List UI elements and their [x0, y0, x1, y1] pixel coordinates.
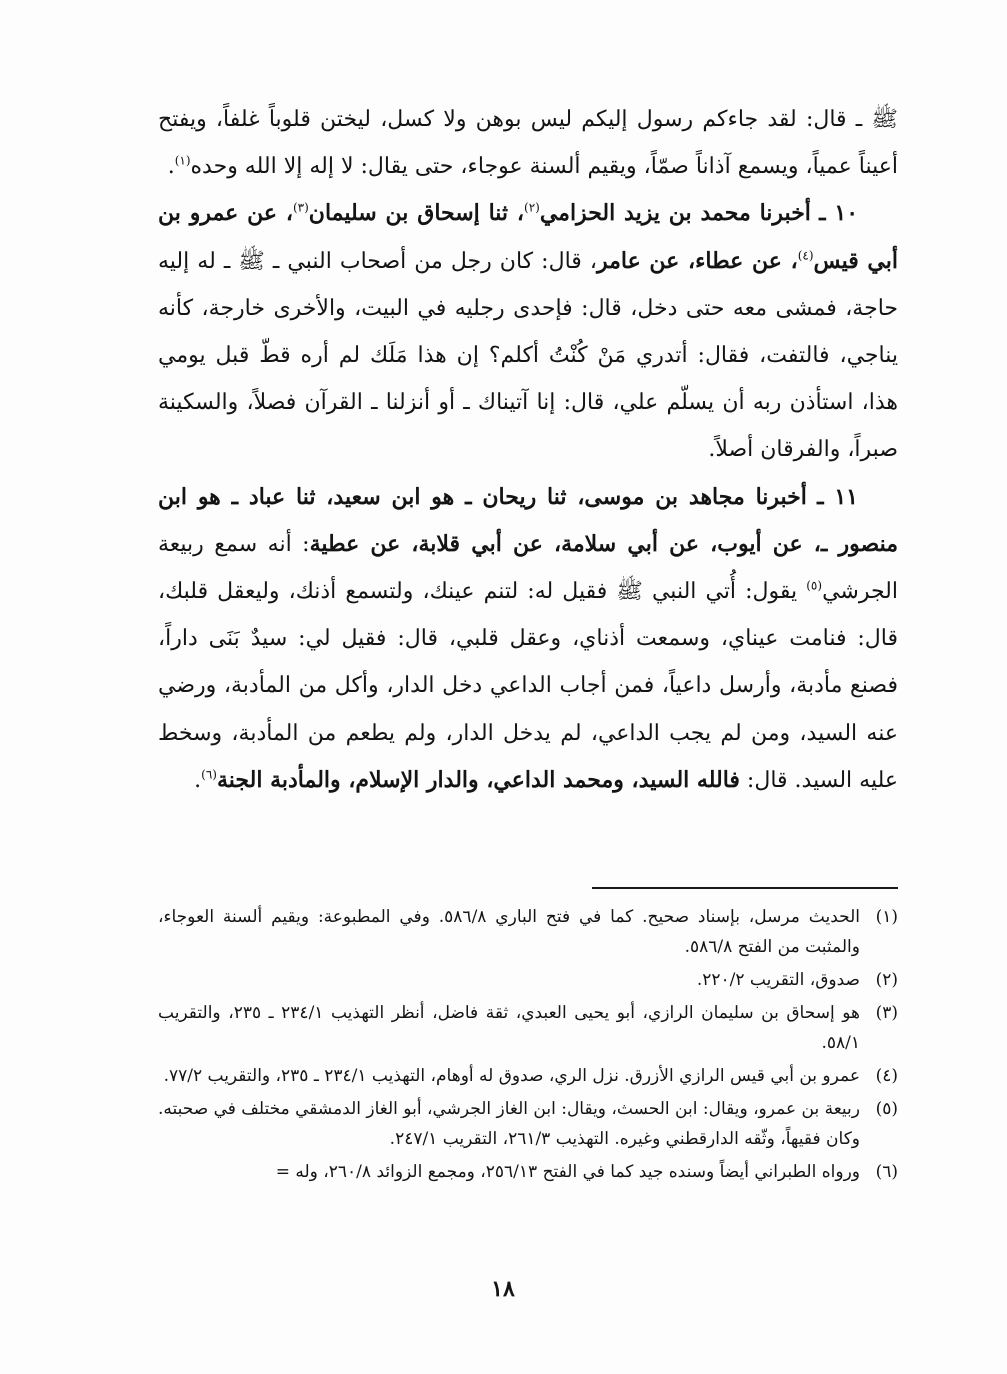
- footnote-2: [158, 965, 898, 995]
- isnad-part: أخبرنا مجاهد بن موسى، ثنا ريحان ـ هو ابن سعيد، ثنا عباد ـ هو ابن منصور ـ، عن أيوب، عن أبي سلامة، عن أبي قلابة، عن عطية: [158, 483, 898, 557]
- footnote-text: ربيعة بن عمرو، ويقال: ابن الحسث، ويقال: ابن الغاز الجرشي، أبو الغاز الدمشقي مختلف في صحبته. وكان فقيهاً، وثّقه الدارقطني وغيره. التهذيب ٢٦١/٣، التقريب ٢٤٧/١.: [158, 1099, 860, 1149]
- page-number: ١٨: [491, 1276, 515, 1302]
- paragraph-hadith-11: [158, 474, 898, 804]
- footnote-text: ورواه الطبراني أيضاً وسنده جيد كما في الفتح ٢٥٦/١٣، ومجمع الزوائد ٢٦٠/٨، وله =: [275, 1162, 860, 1182]
- hadith-number-11: ١١ ـ: [817, 483, 858, 510]
- paragraph-text: ﷺ ـ قال: لقد جاءكم رسول إليكم ليس بوهن ولا كسل، ليختن قلوباً غلفاً، ويفتح أعيناً عمياً، ويسمع آذاناً صمّاً، ويقيم ألسنة عوجاء، حتى يقال: لا إله إلا الله وحده: [158, 107, 898, 180]
- isnad-separator: ،: [508, 200, 524, 227]
- matn-conclusion: فالله السيد، ومحمد الداعي، والدار الإسلام، والمأدبة الجنة: [216, 766, 740, 793]
- footnote-ref-1: (١): [174, 153, 191, 168]
- footnote-ref-6: (٦): [201, 767, 217, 782]
- matn-text: يقول: أُتي النبي ﷺ فقيل له: لتنم عينك، ولتسمع أذنك، وليعقل قلبك، قال: فنامت عيناي، وسمعت أذناي، وعقل قلبي، قال: فقيل لي: سيدٌ بَنَى داراً، فصنع مأدبة، وأرسل داعياً، فمن أجاب الداعي دخل الدار، وأكل من المأدبة، ورضي عنه السيد، ومن لم يجب الداعي، لم يدخل الدار، ولم يطعم من المأدبة، وسخط عليه السيد. قال:: [158, 579, 898, 793]
- footnote-number: (٤): [875, 1066, 898, 1086]
- isnad-part: عن عمرو بن أبي قيس: [158, 200, 898, 274]
- footnote-ref-2: (٢): [524, 201, 540, 216]
- matn-text: : أنه سمع ربيعة الجرشي: [158, 531, 898, 605]
- paragraph-hadith-10: [158, 190, 898, 473]
- isnad-separator: ،: [277, 200, 293, 227]
- main-text: [158, 96, 898, 804]
- footnote-3: [158, 998, 898, 1058]
- paragraph-end: .: [167, 154, 175, 180]
- footnote-number: (٢): [875, 970, 898, 990]
- footnote-ref-3: (٣): [292, 201, 309, 216]
- footnote-5: [158, 1094, 898, 1154]
- hadith-number-10: ١٠ ـ: [819, 200, 859, 227]
- footnote-number: (١): [875, 907, 898, 927]
- footnote-text: صدوق، التقريب ٢٢٠/٢.: [696, 970, 860, 990]
- footnote-number: (٥): [875, 1099, 898, 1119]
- footnote-ref-5: (٥): [806, 578, 823, 593]
- footnote-4: [158, 1061, 898, 1091]
- isnad-separator: ،: [781, 247, 798, 274]
- footnote-1: [158, 902, 898, 962]
- matn-text: ، قال: كان رجل من أصحاب النبي ـ ﷺ ـ له إليه حاجة، فمشى معه حتى دخل، قال: فإحدى رجليه في البيت، والأخرى خارجة، كأنه يناجي، فالتفت، فقال: أتدري مَنْ كُنْتُ أكلم؟ إن هذا مَلَك لم أره قطّ قبل يومي هذا، استأذن ربه أن يسلّم علي، قال: إنا آتيناك ـ أو أنزلنا ـ القرآن فصلاً، والسكينة صبراً، والفرقان أصلاً.: [158, 248, 898, 463]
- paragraph-hadith-9-end: [158, 96, 898, 190]
- paragraph-end: .: [194, 767, 202, 793]
- footnote-text: الحديث مرسل، بإسناد صحيح. كما في فتح الباري ٥٨٦/٨. وفي المطبوعة: ويقيم ألسنة العوجاء، والمثبت من الفتح ٥٨٦/٨.: [158, 907, 860, 957]
- footnote-number: (٣): [875, 1003, 898, 1023]
- footnote-text: عمرو بن أبي قيس الرازي الأزرق. نزل الري، صدوق له أوهام، التهذيب ٢٣٤/١ ـ ٢٣٥، والتقريب ٧٧/٢.: [163, 1066, 860, 1086]
- isnad-part: ثنا إسحاق بن سليمان: [308, 200, 509, 227]
- isnad-part: عن عطاء، عن عامر: [596, 247, 782, 274]
- isnad-part: أخبرنا محمد بن يزيد الحزامي: [539, 200, 811, 227]
- footnote-text: هو إسحاق بن سليمان الرازي، أبو يحيى العبدي، ثقة فاضل، أنظر التهذيب ٢٣٤/١ ـ ٢٣٥، والتقريب ٥٨/١.: [158, 1003, 860, 1053]
- footnote-divider: [592, 887, 898, 889]
- footnote-6: [158, 1157, 898, 1187]
- footnotes-section: [158, 902, 898, 1190]
- footnote-number: (٦): [875, 1162, 898, 1182]
- footnote-ref-4: (٤): [797, 248, 814, 263]
